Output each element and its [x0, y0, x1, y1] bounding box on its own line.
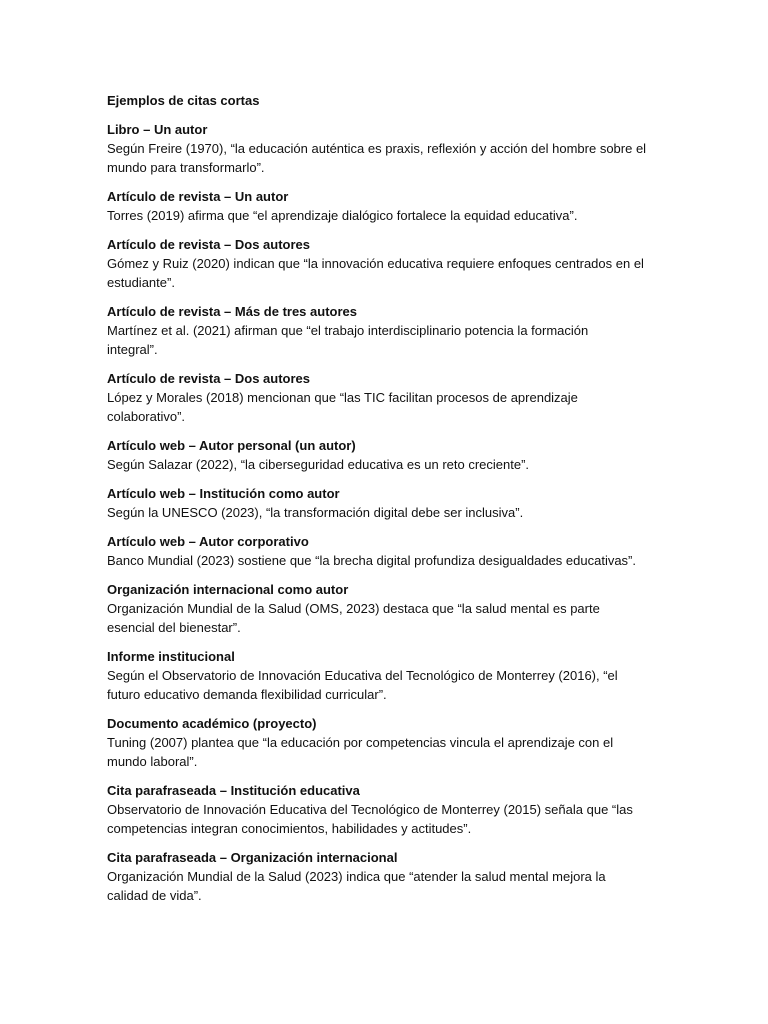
- citation-entry: [107, 120, 668, 177]
- citation-text-line: Observatorio de Innovación Educativa del Tecnológico de Monterrey (2015) señala que “las: [107, 802, 633, 817]
- citation-text-line: Según Salazar (2022), “la ciberseguridad educativa es un reto creciente”.: [107, 457, 530, 472]
- citation-entry: [107, 369, 668, 426]
- citation-text-line: Según la UNESCO (2023), “la transformación digital debe ser inclusiva”.: [107, 505, 524, 520]
- citation-entry: [107, 532, 668, 570]
- document-title: Ejemplos de citas cortas: [107, 93, 260, 108]
- citation-heading: Cita parafraseada – Organización internacional: [107, 850, 398, 865]
- citation-heading: Informe institucional: [107, 649, 235, 664]
- citation-text-line: mundo para transformarlo”.: [107, 160, 265, 175]
- citation-heading: Libro – Un autor: [107, 122, 208, 137]
- citation-heading: Artículo de revista – Dos autores: [107, 237, 311, 252]
- citation-list: [107, 120, 668, 905]
- citation-heading: Artículo web – Institución como autor: [107, 486, 340, 501]
- citation-heading: Cita parafraseada – Institución educativa: [107, 783, 360, 798]
- citation-text-line: Martínez et al. (2021) afirman que “el trabajo interdisciplinario potencia la formación: [107, 323, 589, 338]
- citation-entry: [107, 484, 668, 522]
- citation-text-line: integral”.: [107, 342, 158, 357]
- citation-heading: Artículo web – Autor personal (un autor): [107, 438, 356, 453]
- citation-heading: Artículo de revista – Un autor: [107, 189, 289, 204]
- citation-text-line: calidad de vida”.: [107, 888, 202, 903]
- citation-text-line: Organización Mundial de la Salud (OMS, 2023) destaca que “la salud mental es parte: [107, 601, 600, 616]
- citation-text-line: colaborativo”.: [107, 409, 186, 424]
- citation-text-line: Según el Observatorio de Innovación Educativa del Tecnológico de Monterrey (2016), “el: [107, 668, 618, 683]
- citation-heading: Artículo de revista – Más de tres autores: [107, 304, 357, 319]
- citation-entry: [107, 436, 668, 474]
- citation-heading: Documento académico (proyecto): [107, 716, 317, 731]
- citation-text-line: Banco Mundial (2023) sostiene que “la brecha digital profundiza desigualdades educativas”.: [107, 553, 637, 568]
- citation-text-line: esencial del bienestar”.: [107, 620, 241, 635]
- citation-text-line: Tuning (2007) plantea que “la educación por competencias vincula el aprendizaje con el: [107, 735, 614, 750]
- citation-entry: [107, 848, 668, 905]
- citation-text-line: futuro educativo demanda flexibilidad curricular”.: [107, 687, 387, 702]
- citation-text-line: mundo laboral”.: [107, 754, 198, 769]
- citation-heading: Organización internacional como autor: [107, 582, 349, 597]
- citation-text-line: Según Freire (1970), “la educación auténtica es praxis, reflexión y acción del hombre sobre el: [107, 141, 647, 156]
- citation-entry: [107, 187, 668, 225]
- citation-text-line: López y Morales (2018) mencionan que “las TIC facilitan procesos de aprendizaje: [107, 390, 578, 405]
- citation-heading: Artículo de revista – Dos autores: [107, 371, 311, 386]
- citation-entry: [107, 647, 668, 704]
- citation-entry: [107, 302, 668, 359]
- citation-entry: [107, 781, 668, 838]
- citation-text-line: Gómez y Ruiz (2020) indican que “la innovación educativa requiere enfoques centrados en el: [107, 256, 644, 271]
- citation-entry: [107, 580, 668, 637]
- citation-text-line: competencias integran conocimientos, habilidades y actitudes”.: [107, 821, 472, 836]
- citation-heading: Artículo web – Autor corporativo: [107, 534, 309, 549]
- citation-text-line: Organización Mundial de la Salud (2023) indica que “atender la salud mental mejora la: [107, 869, 606, 884]
- citation-entry: [107, 235, 668, 292]
- citation-entry: [107, 714, 668, 771]
- citation-text-line: estudiante”.: [107, 275, 175, 290]
- citation-text-line: Torres (2019) afirma que “el aprendizaje dialógico fortalece la equidad educativa”.: [107, 208, 578, 223]
